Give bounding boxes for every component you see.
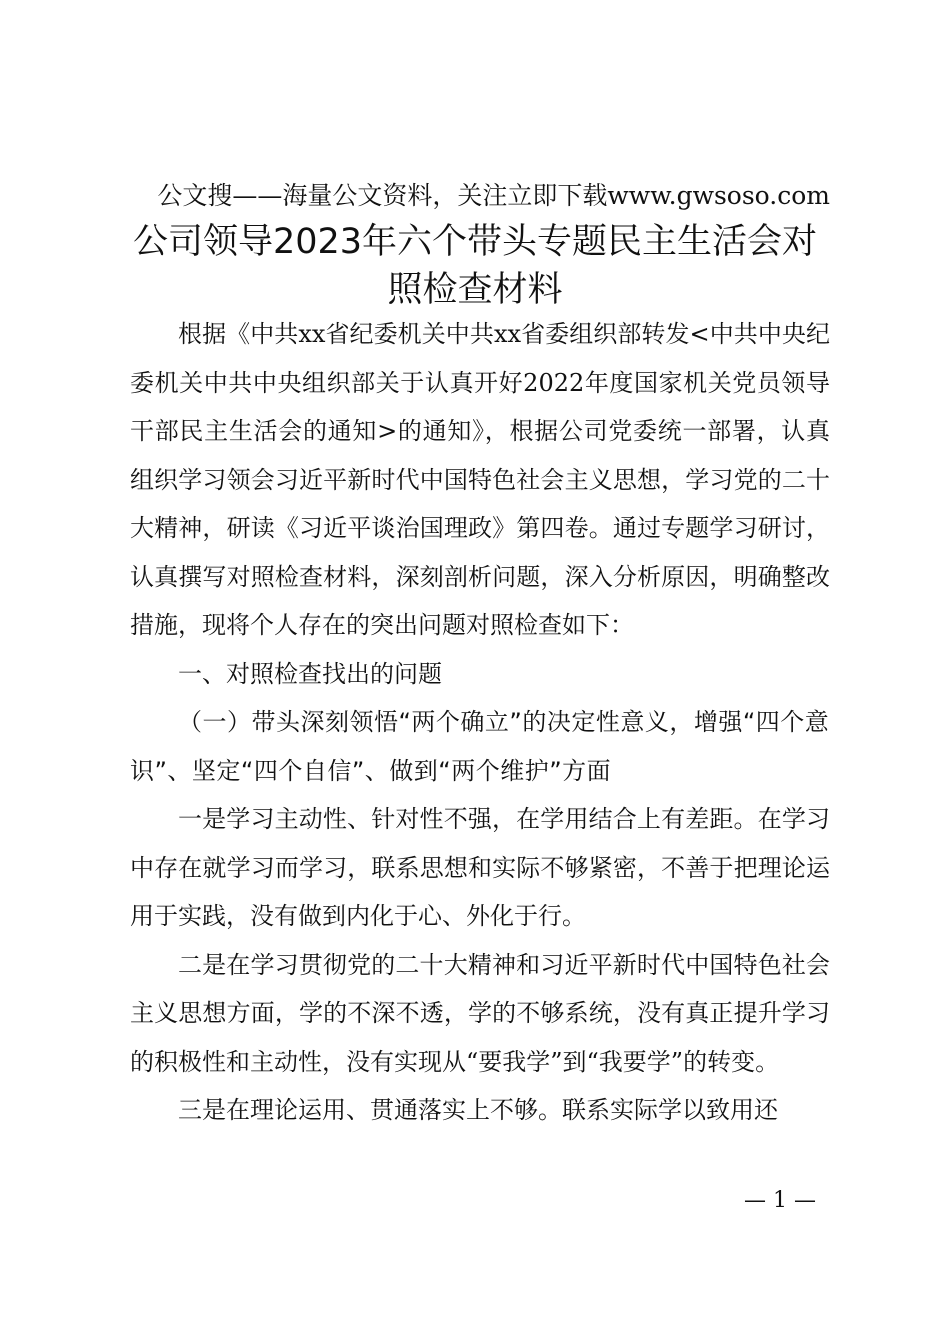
source-header: 公文搜——海量公文资料，关注立即下载www.gwsoso.com <box>157 181 830 210</box>
subsection-heading: （一）带头深刻领悟“两个确立”的决定性意义，增强“四个意识”、坚定“四个自信”、做到“两个维护”方面 <box>130 708 830 785</box>
page-number: — 1 — <box>744 1188 816 1213</box>
intro-paragraph: 根据《中共xx省纪委机关中共xx省委组织部转发<中共中央纪委机关中共中央组织部关于认真开好2022年度国家机关党员领导干部民主生活会的通知>的通知》，根据公司党委统一部署，认真组织学习领会习近平新时代中国特色社会主义思想，学习党的二十大精神，研读《习近平谈治国理政》第四卷。通过专题学习研讨，认真撰写对照检查材料，深刻剖析问题，深入分析原因，明确整改措施，现将个人存在的突出问题对照检查如下： <box>130 320 830 639</box>
point-paragraph-1: 一是学习主动性、针对性不强，在学用结合上有差距。在学习中存在就学习而学习，联系思想和实际不够紧密，不善于把理论运用于实践，没有做到内化于心、外化于行。 <box>130 805 830 930</box>
point-paragraph-3: 三是在理论运用、贯通落实上不够。联系实际学以致用还 <box>178 1096 778 1124</box>
point-paragraph-2: 二是在学习贯彻党的二十大精神和习近平新时代中国特色社会主义思想方面，学的不深不透，学的不够系统，没有真正提升学习的积极性和主动性，没有实现从“要我学”到“我要学”的转变。 <box>130 950 830 1076</box>
document-body <box>130 310 830 1135</box>
title-line-2: 照检查材料 <box>387 270 563 310</box>
document-title <box>120 218 830 314</box>
title-line-1: 公司领导2023年六个带头专题民主生活会对 <box>132 222 818 262</box>
section-heading: 一、对照检查找出的问题 <box>178 659 442 688</box>
